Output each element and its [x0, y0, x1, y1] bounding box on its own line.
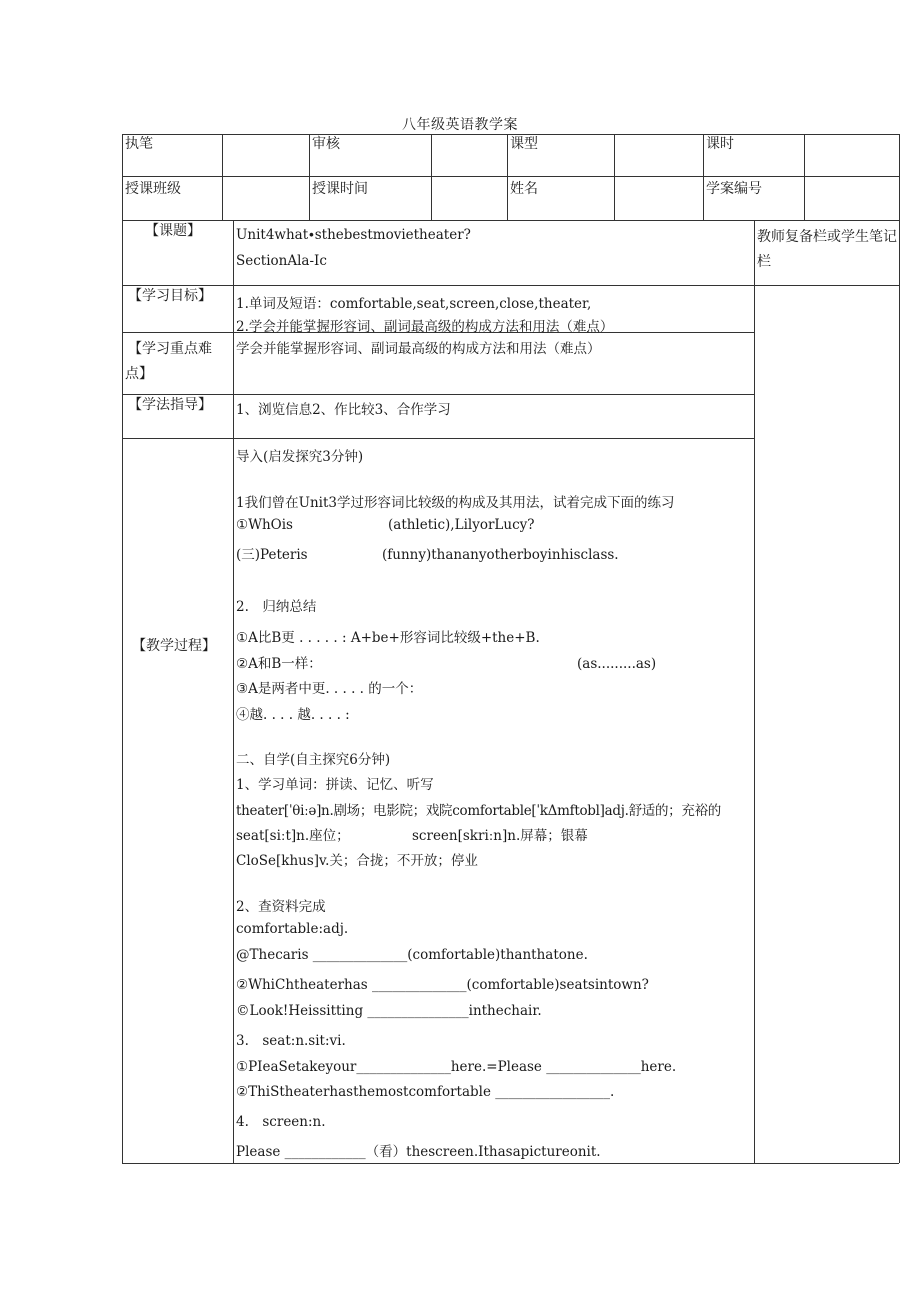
header-author-label: 执笔	[125, 136, 153, 152]
vocab-item	[236, 824, 588, 844]
vocab-item: CloSe[khus]v.关；合拢；不开放；停业	[236, 853, 478, 869]
exercise-item-text: (funny)thananyotherboyinhisclass.	[382, 547, 619, 563]
summary-item: ①A比B更 . . . . . : A+be+形容词比较级+the+B.	[236, 630, 540, 646]
header-time-label: 授课时间	[312, 181, 368, 197]
summary-item	[236, 652, 656, 672]
topic-line: SectionAla-Ic	[236, 253, 327, 269]
vocab-item: theater[ˈθiːə]n.剧场；电影院；戏院comfortable[ˈkΔmftobl]adj.舒适的；充裕的	[236, 803, 721, 819]
exercise-item	[236, 543, 619, 563]
header-reviewer-label: 审核	[312, 136, 340, 152]
header-period-label: 课时	[706, 136, 734, 152]
fill-blank-item: ①PIeaSetakeyour______________here.=Please ______________here.	[236, 1059, 677, 1075]
header-number-label: 学案编号	[706, 181, 762, 197]
reference-heading: 2、查资料完成	[236, 899, 326, 915]
exercise-item	[236, 517, 535, 533]
exercise-item-text: (athletic),LilyorLucy?	[388, 517, 535, 533]
word-heading: 3. seat:n.sit:vi.	[236, 1033, 346, 1049]
vocab-item-text: seat[siːt]n.座位；	[236, 828, 350, 844]
header-class-label: 授课班级	[125, 181, 181, 197]
keypoints-label: 【学习重点难点】	[125, 341, 212, 382]
vocab-item-text: screen[skriːn]n.屏幕；银幕	[412, 828, 588, 844]
page-title: 八年级英语教学案	[402, 117, 518, 133]
exercise-item-text: (三)Peteris	[236, 547, 308, 563]
goals-line: 1.单词及短语：comfortable,seat,screen,close,theater,	[236, 296, 592, 312]
fill-blank-item: @Thecaris ______________(comfortable)thanthatone.	[236, 947, 588, 963]
vocab-heading: 1、学习单词：拼读、记忆、听写	[236, 777, 434, 793]
word-heading: comfortable:adj.	[236, 921, 349, 937]
keypoints-line: 学会并能掌握形容词、副词最高级的构成方法和用法（难点）	[236, 341, 601, 357]
summary-item-text: ②A和B一样：	[236, 656, 322, 672]
topic-line: Unit4what∙sthebestmovietheater?	[236, 227, 471, 243]
exercise-item-text: ①WhOis	[236, 517, 293, 533]
summary-item-text: (as.........as)	[577, 656, 657, 672]
intro-heading: 导入(启发探究3分钟)	[236, 449, 364, 465]
fill-blank-item: ②WhiChtheaterhas ______________(comfortable)seatsintown?	[236, 977, 649, 993]
summary-item: ③A是两者中更. . . . . 的一个：	[236, 681, 423, 697]
goals-line: 2.学会并能掌握形容词、副词最高级的构成方法和用法（难点）	[236, 319, 614, 335]
fill-blank-item: ②ThiStheaterhasthemostcomfortable _________________.	[236, 1084, 615, 1100]
topic-label: 【课题】	[145, 223, 201, 239]
method-line: 1、浏览信息2、作比较3、合作学习	[236, 402, 451, 418]
header-name-label: 姓名	[510, 181, 538, 197]
fill-blank-item: Please ____________（看）thescreen.Ithasapictureonit.	[236, 1144, 601, 1160]
header-lesson-type-label: 课型	[510, 136, 538, 152]
method-label: 【学法指导】	[128, 397, 212, 413]
summary-item: ④越. . . . 越. . . . :	[236, 707, 350, 723]
summary-heading: 2. 归纳总结	[236, 599, 317, 615]
notes-column-label: 教师复备栏或学生笔记栏	[757, 229, 897, 270]
word-heading: 4. screen:n.	[236, 1114, 326, 1130]
self-study-heading: 二、自学(自主探究6分钟)	[236, 752, 391, 768]
goals-label: 【学习目标】	[128, 288, 212, 304]
process-label: 【教学过程】	[132, 638, 216, 654]
exercise-intro: 1我们曾在Unit3学过形容词比较级的构成及其用法，试着完成下面的练习	[236, 495, 675, 511]
fill-blank-item: ©Look!Heissitting _______________inthechair.	[236, 1003, 542, 1019]
